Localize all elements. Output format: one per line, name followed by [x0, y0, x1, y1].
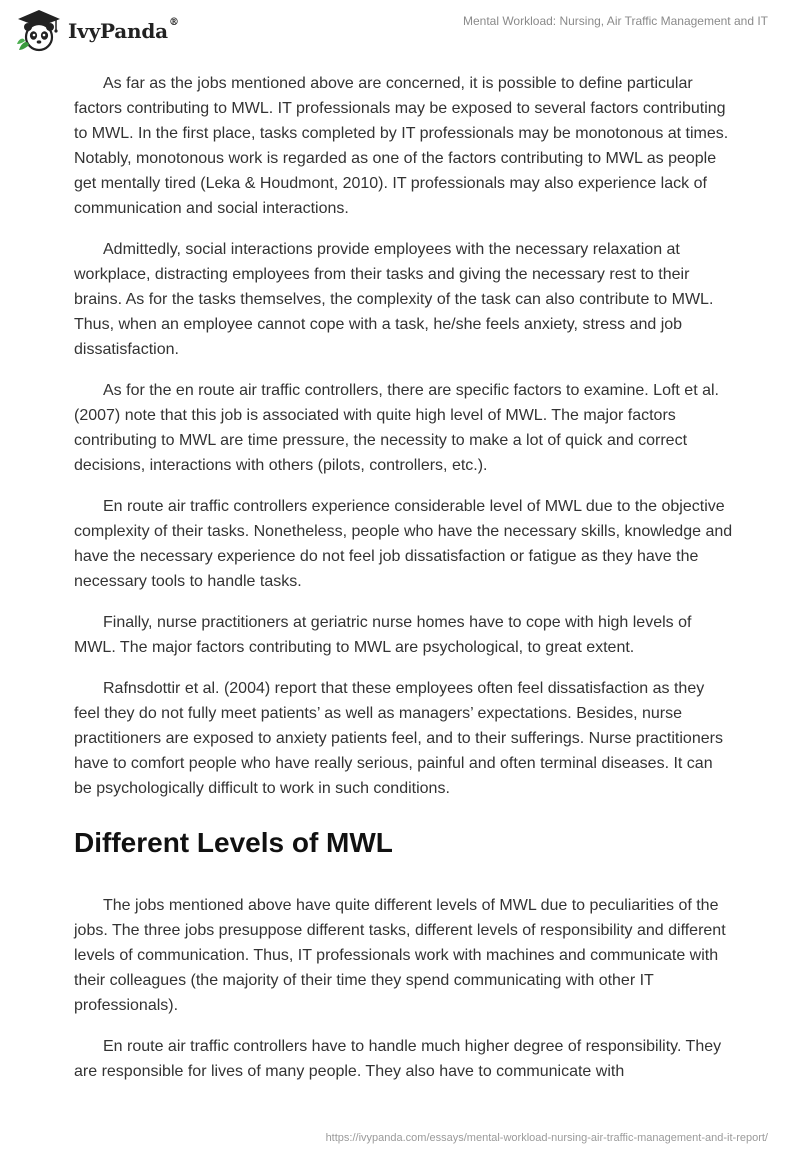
- paragraph: En route air traffic controllers experience considerable level of MWL due to the objective complexity of their tasks. Nonetheless, people who have the necessary skills, knowledge and have the necessary experience do not feel job dissatisfaction or fatigue as they have the necessary tools to handle tasks.: [74, 498, 733, 590]
- paragraph: As for the en route air traffic controllers, there are specific factors to examine. Loft et al. (2007) note that this job is associated with quite high level of MWL. The major factors contributing to MWL are time pressure, the necessity to make a lot of quick and correct decisions, interactions with others (pilots, controllers, etc.).: [74, 382, 719, 474]
- paragraph: Admittedly, social interactions provide employees with the necessary relaxation at workplace, distracting employees from their tasks and giving the necessary rest to their brains. As for the tasks themselves, the complexity of the task can also contribute to MWL. Thus, when an employee cannot cope with a task, he/she feels anxiety, stress and job dissatisfaction.: [74, 241, 714, 358]
- brand-name: IvyPanda®: [68, 17, 179, 43]
- registered-mark: ®: [168, 17, 179, 28]
- paragraph: Finally, nurse practitioners at geriatric nurse homes have to cope with high levels of MWL. The major factors contributing to MWL are psychological, to great extent.: [74, 614, 692, 656]
- paragraph: As far as the jobs mentioned above are concerned, it is possible to define particular factors contributing to MWL. IT professionals may be exposed to several factors contributing to MWL. In the first place, tasks completed by IT professionals may be monotonous at times. Notably, monotonous work is regarded as one of the factors contributing to MWL as people get mentally tired (Leka & Houdmont, 2010). IT professionals may also experience lack of communication and social interactions.: [74, 75, 729, 217]
- document-title: Mental Workload: Nursing, Air Traffic Management and IT: [462, 14, 768, 28]
- page-header: [0, 0, 800, 60]
- ivypanda-logo[interactable]: [16, 8, 179, 54]
- source-url[interactable]: https://ivypanda.com/essays/mental-workload-nursing-air-traffic-management-and-it-report/: [325, 1132, 768, 1144]
- paragraph: Rafnsdottir et al. (2004) report that these employees often feel dissatisfaction as they feel they do not fully meet patients’ as well as managers’ expectations. Besides, nurse practitioners are exposed to anxiety patients feel, and to their sufferings. Nurse practitioners have to comfort people who have really serious, painful and often terminal diseases. It can be psychologically difficult to work in such conditions.: [74, 680, 723, 797]
- paragraph: The jobs mentioned above have quite different levels of MWL due to peculiarities of the jobs. The three jobs presuppose different tasks, different levels of responsibility and different levels of communication. Thus, IT professionals work with machines and communicate with their colleagues (the majority of their time they spend communicating with other IT professionals).: [74, 897, 726, 1014]
- paragraph: En route air traffic controllers have to handle much higher degree of responsibility. They are responsible for lives of many people. They also have to communicate with: [74, 1038, 722, 1080]
- panda-graduate-icon: [16, 8, 62, 54]
- section-heading: Different Levels of MWL: [74, 827, 393, 858]
- essay-body: [74, 71, 734, 1100]
